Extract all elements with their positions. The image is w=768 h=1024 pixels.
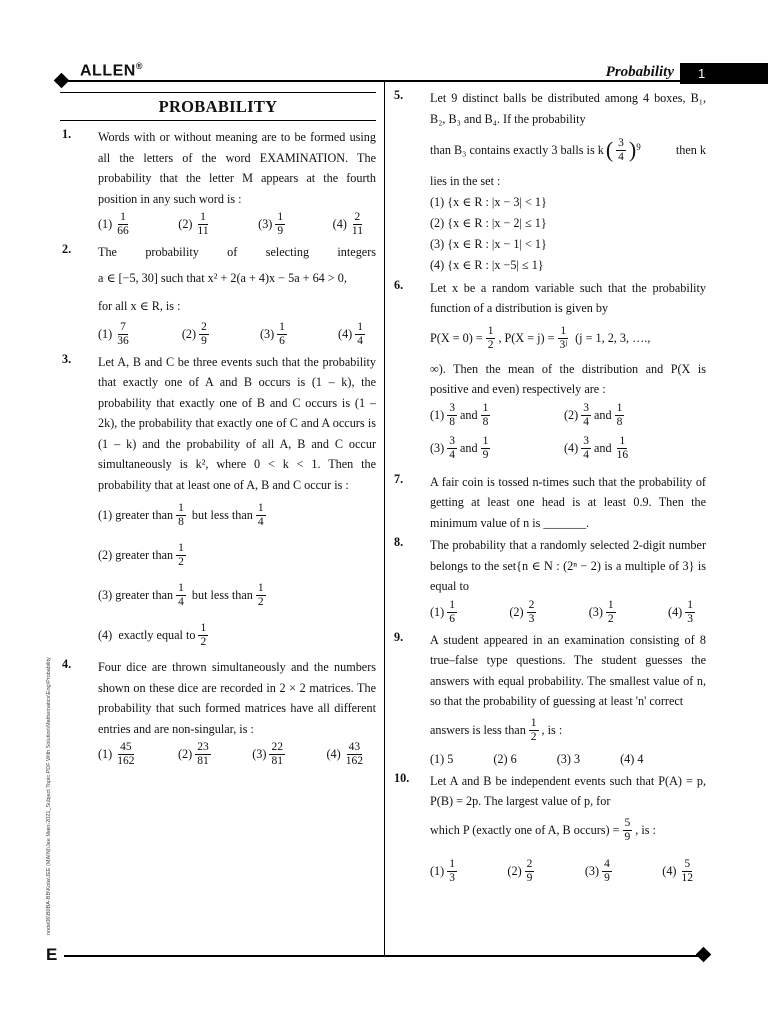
option: (4) $\frac{1}{4}$ <box>338 320 363 347</box>
option: (2) $\frac{23}{81}$ <box>178 741 209 767</box>
option: (1) $\frac{45}{162}$ <box>98 741 135 767</box>
q9-options <box>430 752 706 767</box>
left-column <box>60 92 376 772</box>
option: (4) $\frac{2}{11}$ <box>332 211 363 237</box>
footer-rule <box>64 955 702 957</box>
option: (1) $\frac{1}{66}$ <box>98 211 129 237</box>
q2-options <box>98 321 376 348</box>
q3-options <box>98 495 376 655</box>
option: (3) $\frac{3}{4}$ and $\frac{1}{9}$ <box>430 434 489 461</box>
option: (4) {x ∈ R : |x −5| ≤ 1} <box>430 257 544 272</box>
option: (2) $\frac{1}{11}$ <box>178 211 209 237</box>
allen-logo: ALLEN® <box>80 61 143 80</box>
option: (1) {x ∈ R : |x − 3| < 1} <box>430 194 547 209</box>
option: (2) greater than $\frac{1}{2}$ <box>98 541 184 568</box>
question-10: 10. Let A and B be independent events such that P(A) = p, P(B) = 2p. The largest value of p, for which P (exactly one of A, B occurs) = $\frac{5}{9}$ , is : (1) $\frac{1}{3}$ (2) $\frac{2}{9}$ (3) $\frac{4}{9}$ (4) $\frac{5}{12}$ <box>394 770 706 884</box>
column-divider <box>384 82 385 955</box>
option: (1) 5 <box>430 751 454 766</box>
option: (2) $\frac{2}{3}$ <box>509 598 535 625</box>
question-4: 4. Four dice are thrown simultaneously and the numbers shown on these dice are recorded in 2 × 2 matrices. The probability that such formed matrices have all different entries and are non-singular, is : (1) $\frac{45}{162}$ (2) $\frac{23}{81}$ (3) $\frac{22}{81}$ (4) $\frac{43}{162}$ <box>62 657 376 767</box>
question-5: 5. Let 9 distinct balls be distributed among 4 boxes, B₁, B₂, B₃ and B₄. If the probability than B₃ contains exactly 3 balls is k ( $\frac{3}{4}$ ) $^9$ then k lies in the set : (1) {x ∈ R : |x − 3| < 1} (2) {x ∈ R : |x − 2| ≤ 1} (3) {x ∈ R : |x − 1| < 1} (4) {x ∈ R : |x −5| ≤ 1} <box>392 88 706 276</box>
footer-letter: E <box>46 945 58 964</box>
right-column <box>392 88 706 889</box>
page-number: 1 <box>680 63 768 84</box>
option: (1) $\frac{3}{8}$ and $\frac{1}{8}$ <box>430 401 489 428</box>
option: (1) $\frac{1}{6}$ <box>430 598 455 625</box>
option: (3) 3 <box>556 751 581 766</box>
option: (1) $\frac{1}{3}$ <box>430 857 455 884</box>
q1-options <box>98 211 376 238</box>
q10-options <box>430 858 706 885</box>
footer-diamond <box>696 947 712 963</box>
option: (3) greater than $\frac{1}{4}$ but less than $\frac{1}{2}$ <box>98 581 264 608</box>
question-3: 3. Let A, B and C be three events such that the probability that exactly one of A and B occurs is (1 – k), the probability that exactly one of B and C occurs is (1 – 2k), the probability that exactly one of C and A occurs is (1 – k) and the probability of all A, B and C occur simultaneously is k², where 0 < k < 1. Then the probability that at least one of A, B and C occur is : (1) greater than $\frac{1}{8}$ but less than $\frac{1}{4}$ (2) greater than $\frac{1}{2}$ (3) greater than $\frac{1}{4}$ but less than $\frac{1}{2}$ (4) exactly equal to $\frac{1}{2}$ <box>60 352 376 656</box>
option: (3) $\frac{4}{9}$ <box>584 857 610 884</box>
option: (4) $\frac{5}{12}$ <box>662 857 693 884</box>
q8-options <box>430 599 706 626</box>
option: (4) exactly equal to $\frac{1}{2}$ <box>98 621 207 648</box>
option: (3) {x ∈ R : |x − 1| < 1} <box>430 236 547 251</box>
option: (4) $\frac{3}{4}$ and $\frac{1}{16}$ <box>564 434 629 461</box>
question-8: 8. The probability that a randomly selected 2-digit number belongs to the set{n ∈ N : (2ⁿ − 2) is a multiple of 3} is equal to (1) $\frac{1}{6}$ (2) $\frac{2}{3}$ (3) $\frac{1}{2}$ (4) $\frac{1}{3}$ <box>394 535 706 625</box>
side-note: node06\B0BA-BB\Kota\JEE (MAIN)\Jee Main-2021_Subject Topic PDF With Solution\Mathematics\Eng\Probability <box>46 657 52 935</box>
q5-options <box>430 192 706 276</box>
option: (3) $\frac{1}{9}$ <box>258 211 284 237</box>
option: (2) $\frac{3}{4}$ and $\frac{1}{8}$ <box>564 401 623 428</box>
question-7: 7. A fair coin is tossed n-times such that the probability of getting at least one head is at least 0.9. Then the minimum value of n is _______. <box>394 471 706 530</box>
option: (2) 6 <box>493 751 517 766</box>
header-rule <box>60 80 680 82</box>
option: (4) 4 <box>620 751 644 766</box>
q6-options <box>430 402 706 468</box>
page-title: PROBABILITY <box>60 92 376 121</box>
question-9: 9. A student appeared in an examination consisting of 8 true–false type questions. The student guesses the answers with equal probability. The smallest value of n, so that the probability of guessing at least 'n' correct answers is less than $\frac{1}{2}$ , is : (1) 5 (2) 6 (3) 3 (4) 4 <box>394 629 706 766</box>
question-1: 1. Words with or without meaning are to be formed using all the letters of the word EXAMINATION. The probability that the letter M appears at the fourth position in any such word is : (1) $\frac{1}{66}$ (2) $\frac{1}{11}$ (3) $\frac{1}{9}$ (4) $\frac{2}{11}$ <box>62 127 376 237</box>
option: (2) {x ∈ R : |x − 2| ≤ 1} <box>430 215 547 230</box>
option: (1) greater than $\frac{1}{8}$ but less than $\frac{1}{4}$ <box>98 501 264 528</box>
question-2: 2. The probability of selecting integers a ∈ [−5, 30] such that x² + 2(a + 4)x − 5a + 64 > 0, for all x ∈ R, is : (1) $\frac{7}{36}$ (2) $\frac{2}{9}$ (3) $\frac{1}{6}$ (4) $\frac{1}{4}$ <box>62 242 376 347</box>
option: (3) $\frac{22}{81}$ <box>252 741 283 767</box>
option: (4) $\frac{1}{3}$ <box>668 598 693 625</box>
option: (2) $\frac{2}{9}$ <box>507 857 533 884</box>
option: (3) $\frac{1}{2}$ <box>588 598 614 625</box>
option: (3) $\frac{1}{6}$ <box>259 320 285 347</box>
question-6: 6. Let x be a random variable such that the probability function of a distribution is given by P(X = 0) = $\frac{1}{2}$ , P(X = j) = $\frac{1}{\text{3ʲ}}$ (j = 1, 2, 3, …., ∞). Then the mean of the distribution and P(X is positive and even) respectively are : (1) $\frac{3}{8}$ and $\frac{1}{8}$ (2) $\frac{3}{4}$ and $\frac{1}{8}$ (3) $\frac{3}{4}$ and $\frac{1}{9}$ (4) $\frac{3}{4}$ and $\frac{1}{16}$ <box>392 278 706 468</box>
option: (2) $\frac{2}{9}$ <box>181 320 207 347</box>
q4-options <box>98 741 376 768</box>
subject-title: Probability <box>605 64 674 80</box>
option: (1) $\frac{7}{36}$ <box>98 320 129 347</box>
option: (4) $\frac{43}{162}$ <box>326 741 363 767</box>
